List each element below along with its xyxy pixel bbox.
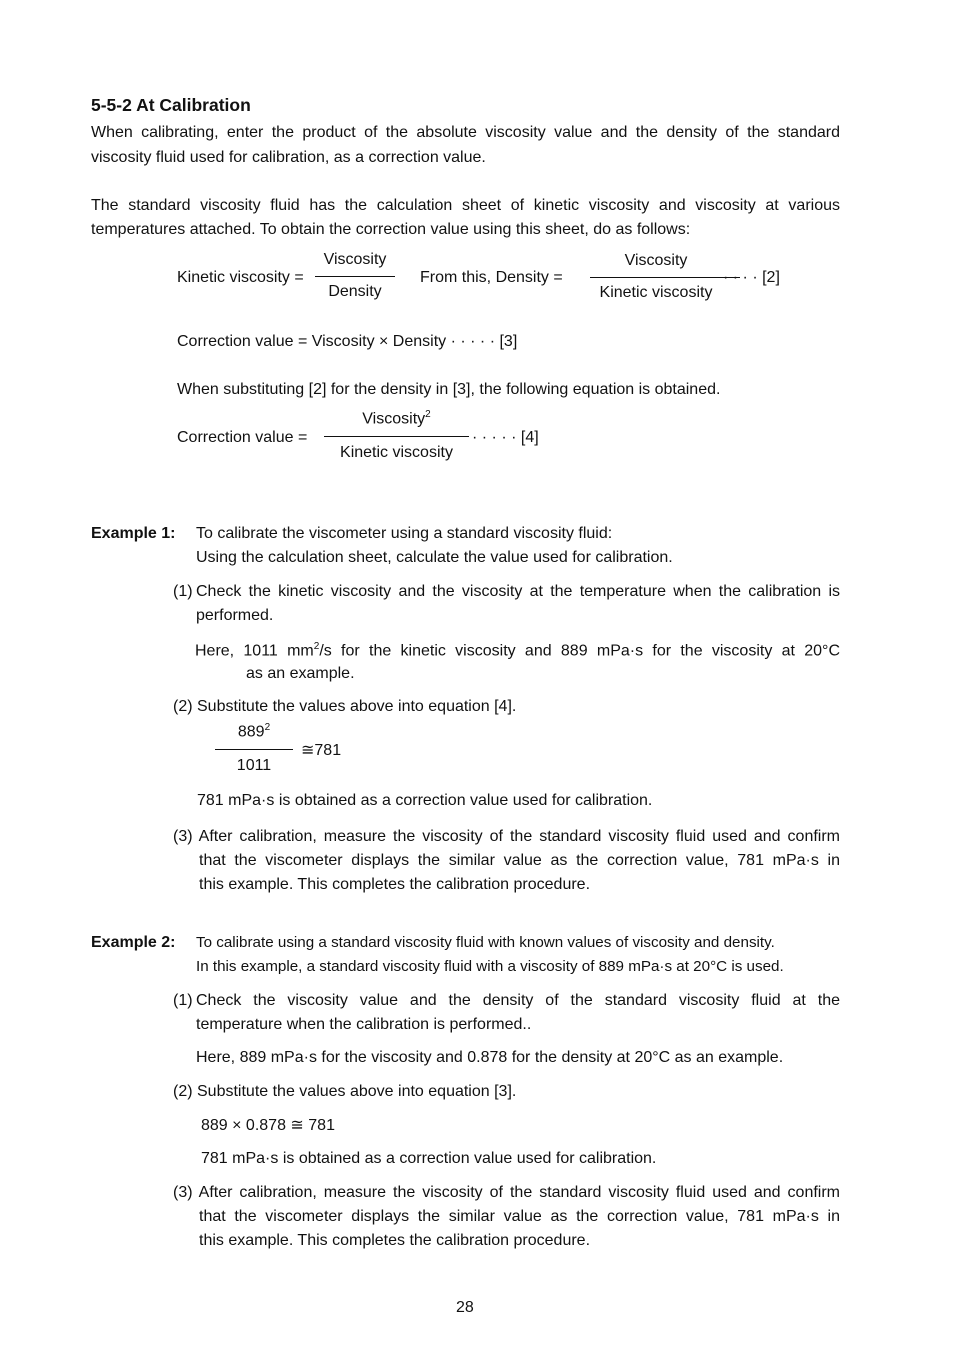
step-number: (1) bbox=[173, 992, 193, 1009]
calc-denominator: 1011 bbox=[236, 757, 272, 774]
eq-denominator: Density bbox=[328, 283, 382, 300]
example-line: To calibrate the viscometer using a standard viscosity fluid: bbox=[196, 525, 613, 542]
step-text: that the viscometer displays the similar value as the correction value, 781 mPa·s in bbox=[199, 1208, 840, 1225]
step-text: temperature when the calibration is performed.. bbox=[196, 1016, 532, 1033]
intro-line: When calibrating, enter the product of the absolute viscosity value and the density of the standard bbox=[91, 124, 840, 141]
equation-3: Correction value = Viscosity × Density · · · · · [3] bbox=[177, 333, 518, 350]
eq-numerator: Viscosity bbox=[323, 251, 387, 268]
example-label: Example 1: bbox=[91, 525, 176, 542]
fraction-bar bbox=[215, 749, 293, 750]
page-number: 28 bbox=[456, 1299, 474, 1316]
step-text: (2) Substitute the values above into equation [4]. bbox=[173, 698, 517, 715]
fraction-bar bbox=[315, 276, 395, 277]
example-values: Here, 1011 $mm^2/s$ for the kinetic viscosity and 889 mPa·s for the viscosity at 20°C bbox=[195, 641, 840, 660]
eq-lhs: Kinetic viscosity = bbox=[177, 269, 304, 286]
step-text: this example. This completes the calibration procedure. bbox=[199, 876, 591, 893]
step-text: performed. bbox=[196, 607, 274, 624]
eq-denominator: Kinetic viscosity bbox=[340, 444, 453, 461]
step-text: Check the viscosity value and the density of the standard viscosity fluid at the bbox=[196, 992, 840, 1009]
eq-numerator: Viscosity bbox=[624, 252, 688, 269]
example-values: as an example. bbox=[246, 665, 355, 682]
eq-tag: · · · · [2] bbox=[723, 269, 780, 286]
result-text: 781 mPa·s is obtained as a correction value used for calibration. bbox=[201, 1150, 657, 1167]
example-values: Here, 889 mPa·s for the viscosity and 0.878 for the density at 20°C as an example. bbox=[196, 1049, 784, 1066]
section-title: 5-5-2 At Calibration bbox=[91, 95, 251, 115]
intro-line: temperatures attached. To obtain the correction value using this sheet, do as follows: bbox=[91, 221, 691, 238]
fraction-bar bbox=[324, 436, 469, 437]
calc-result: ≅781 bbox=[301, 742, 342, 759]
result-text: 781 mPa·s is obtained as a correction value used for calibration. bbox=[197, 792, 653, 809]
example-line: In this example, a standard viscosity fluid with a viscosity of 889 mPa·s at 20°C is used. bbox=[196, 958, 784, 975]
example-line: To calibrate using a standard viscosity fluid with known values of viscosity and density. bbox=[196, 934, 775, 951]
intro-line: The standard viscosity fluid has the calculation sheet of kinetic viscosity and viscosity at various bbox=[91, 197, 840, 214]
substitution-text: When substituting [2] for the density in [3], the following equation is obtained. bbox=[177, 381, 721, 398]
example-label: Example 2: bbox=[91, 934, 176, 951]
intro-line: viscosity fluid used for calibration, as a correction value. bbox=[91, 149, 486, 166]
calc-result: 889 × 0.878 ≅ 781 bbox=[201, 1117, 335, 1134]
step-number: (1) bbox=[173, 583, 193, 600]
eq-lhs: Correction value = bbox=[177, 429, 308, 446]
eq-middle-text: From this, Density = bbox=[420, 269, 563, 286]
step-text: that the viscometer displays the similar value as the correction value, 781 mPa·s in bbox=[199, 852, 840, 869]
fraction-bar bbox=[590, 277, 740, 278]
calc-numerator: $889^2$ bbox=[237, 722, 271, 741]
step-text: (3) After calibration, measure the viscosity of the standard viscosity fluid used and confirm bbox=[173, 1184, 840, 1201]
step-text: (2) Substitute the values above into equation [3]. bbox=[173, 1083, 517, 1100]
eq-denominator: Kinetic viscosity bbox=[599, 284, 713, 301]
step-text: (3) After calibration, measure the viscosity of the standard viscosity fluid used and confirm bbox=[173, 828, 840, 845]
step-text: Check the kinetic viscosity and the viscosity at the temperature when the calibration is bbox=[196, 583, 840, 600]
eq-numerator: Viscosity$^2$ bbox=[362, 409, 431, 428]
eq-tag: · · · · · [4] bbox=[472, 429, 539, 446]
example-line: Using the calculation sheet, calculate the value used for calibration. bbox=[196, 549, 673, 566]
step-text: this example. This completes the calibration procedure. bbox=[199, 1232, 591, 1249]
